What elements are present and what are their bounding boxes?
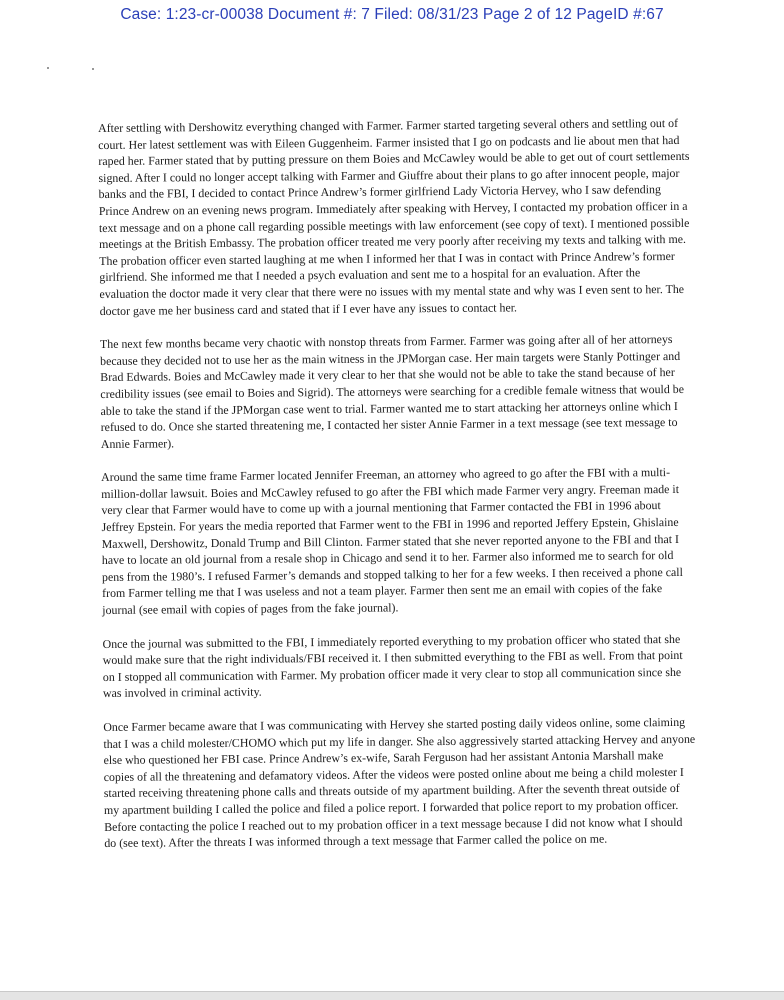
scan-speck	[47, 67, 49, 69]
paragraph-journal-submitted: Once the journal was submitted to the FBI, I immediately reported everything to my probation officer who stated that she would make sure that the right individuals/FBI received it. I then submitted everything to the FBI as well. From that point on I stopped all communication with Farmer. My probation officer made it very clear to stop all communication since she was involved in criminal activity.	[102, 631, 683, 701]
paragraph-hervey-threats: Once Farmer became aware that I was communicating with Hervey she started posting daily videos online, some claiming that I was a child molester/CHOMO which put my life in danger. She also aggressively started attacking Hervey and anyone else who questioned her FBI case. Prince Andrew’s ex-wife, Sarah Ferguson had her assistant Antonia Marshall make copies of all the threatening and defamatory videos. After the videos were posted online about me being a child molester I started receiving threatening phone calls and threats outside of my apartment building. After the seventh threat outside of my apartment building I called the police and filed a police report. I forwarded that police report to my probation officer. Before contacting the police I reached out to my probation officer in a text message because I did not know what I should do (see text). After the threats I was informed through a text message that Farmer called the police on me.	[103, 714, 696, 851]
document-body	[98, 115, 697, 869]
paragraph-freeman-journal: Around the same time frame Farmer located Jennifer Freeman, an attorney who agreed to go after the FBI with a multi-million-dollar lawsuit. Boies and McCawley refused to go after the FBI which made Farmer very angry. Freeman made it very clear that Farmer would have to come up with a journal mentioning that Farmer contacted the FBI in 1996 about Jeffrey Epstein. For years the media reported that Farmer went to the FBI in 1996 and reported Jeffery Epstein, Ghislaine Maxwell, Dershowitz, Donald Trump and Bill Clinton. Farmer stated that she never reported anyone to the FBI and that I have to locate an old journal from a resale shop in Chicago and send it to her. Farmer also informed me to search for old pens from the 1980’s. I refused Farmer’s demands and stopped talking to her for a few weeks. I then received a phone call from Farmer telling me that I was useless and not a team player. Farmer then sent me an email with copies of the fake journal (see email with copies of pages from the fake journal).	[101, 465, 683, 618]
scan-speck	[92, 68, 94, 70]
paragraph-chaotic-months: The next few months became very chaotic with nonstop threats from Farmer. Farmer was going after all of her attorneys because they decided not to use her as the main witness in the JPMorgan case. Her main targets were Stanly Pottinger and Brad Edwards. Boies and McCawley made it very clear to her that she would not be able to take the stand because of her credibility issues (see email to Boies and Sigrid). The attorneys were searching for a credible female witness that would be able to take the stand if the JPMorgan case went to trial. Farmer wanted me to start attacking her attorneys online which I refused to do. Once she started threatening me, I contacted her sister Annie Farmer in a text message (see text message to Annie Farmer).	[99, 332, 685, 451]
paragraph-dershowitz-settlement: After settling with Dershowitz everything changed with Farmer. Farmer started targeting several others and settling out of court. Her latest settlement was with Eileen Guggenheim. Farmer insisted that I go on podcasts and lie about men that had raped her. Farmer stated that by putting pressure on them Boies and McCawley would be able to get out of court settlements signed. After I could no longer accept talking with Farmer and Giuffre about their plans to go after innocent people, major banks and the FBI, I decided to contact Prince Andrew’s former girlfriend Lady Victoria Hervey, who I saw defending Prince Andrew on an evening news program. Immediately after speaking with Hervey, I contacted my probation officer in a text message and on a phone call regarding possible meetings with law enforcement (see copy of text). I mentioned possible meetings at the British Embassy. The probation officer treated me very poorly after receiving my texts and talking with me. The probation officer even started laughing at me when I informed her that I was in contact with Prince Andrew’s former girlfriend. She informed me that I needed a psych evaluation and sent me to a hospital for an evaluation. After the evaluation the doctor made it very clear that there were no issues with my mental state and why was I even sent to her. The doctor gave me her business card and stated that if I ever have any issues to contact her.	[98, 115, 690, 318]
ecf-filing-header: Case: 1:23-cr-00038 Document #: 7 Filed: 08/31/23 Page 2 of 12 PageID #:67	[120, 6, 664, 23]
page-bottom-strip	[0, 992, 784, 1000]
